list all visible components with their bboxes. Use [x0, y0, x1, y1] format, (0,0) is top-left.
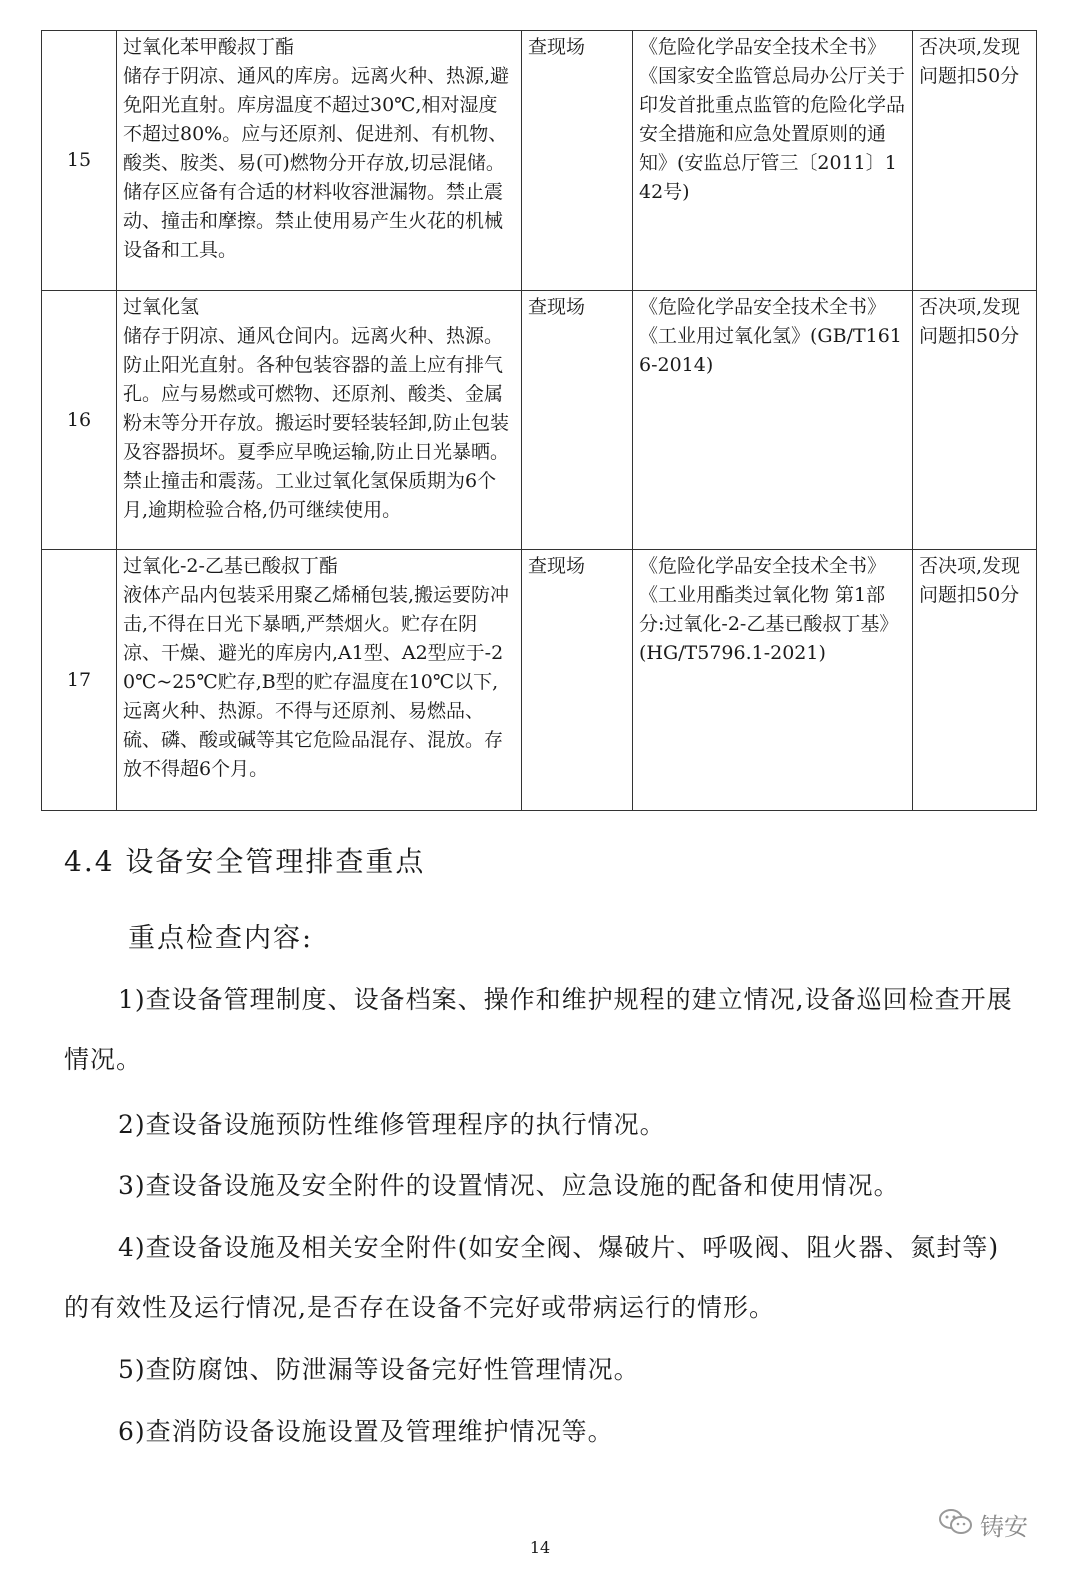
scoring-rule: 否决项,发现问题扣50分: [913, 291, 1037, 550]
check-item: 4)查设备设施及相关安全附件(如安全阀、爆破片、呼吸阀、阻火器、氮封等)的有效性及运行情况,是否存在设备不完好或带病运行的情形。: [64, 1233, 1000, 1322]
reference-basis: 《危险化学品安全技术全书》《工业用过氧化氢》(GB/T1616-2014): [633, 291, 913, 550]
watermark-text: 铸安: [980, 1513, 1028, 1541]
section-intro: 重点检查内容:: [128, 923, 314, 954]
chemical-name: 过氧化苯甲酸叔丁酯: [123, 36, 295, 58]
page-number: 14: [529, 1538, 551, 1557]
check-item: 3)查设备设施及安全附件的设置情况、应急设施的配备和使用情况。: [118, 1171, 900, 1200]
storage-requirement-cell: [117, 291, 522, 550]
row-number: 17: [42, 550, 117, 811]
storage-requirement-cell: [117, 550, 522, 811]
storage-requirement-cell: [117, 31, 522, 291]
scoring-rule: 否决项,发现问题扣50分: [913, 31, 1037, 291]
storage-requirement: 储存于阴凉、通风仓间内。远离火种、热源。防止阳光直射。各种包装容器的盖上应有排气孔。应与易燃或可燃物、还原剂、酸类、金属粉末等分开存放。搬运时要轻装轻卸,防止包装及容器损坏。夏季应早晚运输,防止日光暴晒。禁止撞击和震荡。工业过氧化氢保质期为6个月,逾期检验合格,仍可继续使用。: [123, 325, 510, 521]
watermark: [938, 1507, 1028, 1542]
storage-requirement: 液体产品内包装采用聚乙烯桶包装,搬运要防冲击,不得在日光下暴晒,严禁烟火。贮存在阴凉、干燥、避光的库房内,A1型、A2型应于-20℃~25℃贮存,B型的贮存温度在10℃以下,远离火种、热源。不得与还原剂、易燃品、硫、磷、酸或碱等其它危险品混存、混放。存放不得超6个月。: [123, 584, 510, 780]
inspection-method: 查现场: [522, 550, 633, 811]
wechat-icon: [938, 1508, 974, 1542]
scoring-rule: 否决项,发现问题扣50分: [913, 550, 1037, 811]
inspection-method: 查现场: [522, 31, 633, 291]
check-item: 1)查设备管理制度、设备档案、操作和维护规程的建立情况,设备巡回检查开展情况。: [64, 985, 1013, 1074]
check-item: 5)查防腐蚀、防泄漏等设备完好性管理情况。: [118, 1355, 640, 1384]
row-number: 15: [42, 31, 117, 291]
safety-checklist-table: [41, 30, 1037, 811]
row-number: 16: [42, 291, 117, 550]
section-heading: 4.4 设备安全管理排查重点: [64, 845, 426, 878]
inspection-method: 查现场: [522, 291, 633, 550]
chemical-name: 过氧化氢: [123, 296, 200, 318]
table-row: [42, 291, 1037, 550]
table-row: [42, 31, 1037, 291]
storage-requirement: 储存于阴凉、通风的库房。远离火种、热源,避免阳光直射。库房温度不超过30℃,相对湿度不超过80%。应与还原剂、促进剂、有机物、酸类、胺类、易(可)燃物分开存放,切忌混储。储存区应备有合适的材料收容泄漏物。禁止震动、撞击和摩擦。禁止使用易产生火花的机械设备和工具。: [123, 65, 510, 261]
table-row: [42, 550, 1037, 811]
check-item: 6)查消防设备设施设置及管理维护情况等。: [118, 1417, 614, 1446]
reference-basis: 《危险化学品安全技术全书》《国家安全监管总局办公厅关于印发首批重点监管的危险化学品安全措施和应急处置原则的通知》(安监总厅管三〔2011〕142号): [633, 31, 913, 291]
reference-basis: 《危险化学品安全技术全书》《工业用酯类过氧化物 第1部分:过氧化-2-乙基已酸叔丁基》(HG/T5796.1-2021): [633, 550, 913, 811]
chemical-name: 过氧化-2-乙基已酸叔丁酯: [123, 555, 338, 577]
check-item: 2)查设备设施预防性维修管理程序的执行情况。: [118, 1110, 666, 1139]
